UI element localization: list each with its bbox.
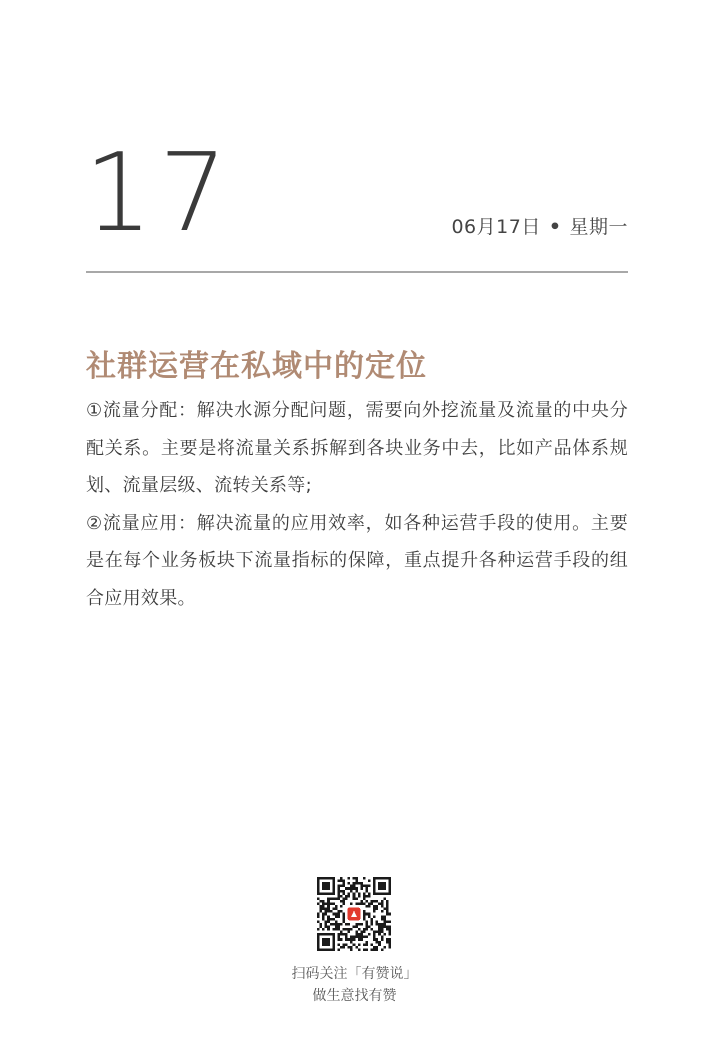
date-line [451, 212, 628, 239]
qr-caption-line1: 扫码关注「有赞说」 [291, 966, 418, 982]
qr-code-icon [317, 877, 391, 951]
article-body [86, 392, 628, 617]
paragraph-1: ①流量分配：解决水源分配问题，需要向外挖流量及流量的中央分配关系。主要是将流量关系拆解到各块业务中去，比如产品体系规划、流量层级、流转关系等; [86, 400, 628, 496]
paragraph-2: ②流量应用：解决流量的应用效率，如各种运营手段的使用。主要是在每个业务板块下流量指标的保障，重点提升各种运营手段的组合应用效果。 [86, 512, 628, 609]
header-divider [86, 271, 628, 273]
date-separator: • [548, 216, 562, 238]
article-title: 社群运营在私域中的定位 [86, 349, 427, 385]
date-text: 06月17日 [451, 216, 541, 238]
qr-caption-line2: 做生意找有赞 [312, 988, 397, 1004]
day-number: 17 [84, 131, 234, 256]
weekday-text: 星期一 [569, 216, 628, 238]
